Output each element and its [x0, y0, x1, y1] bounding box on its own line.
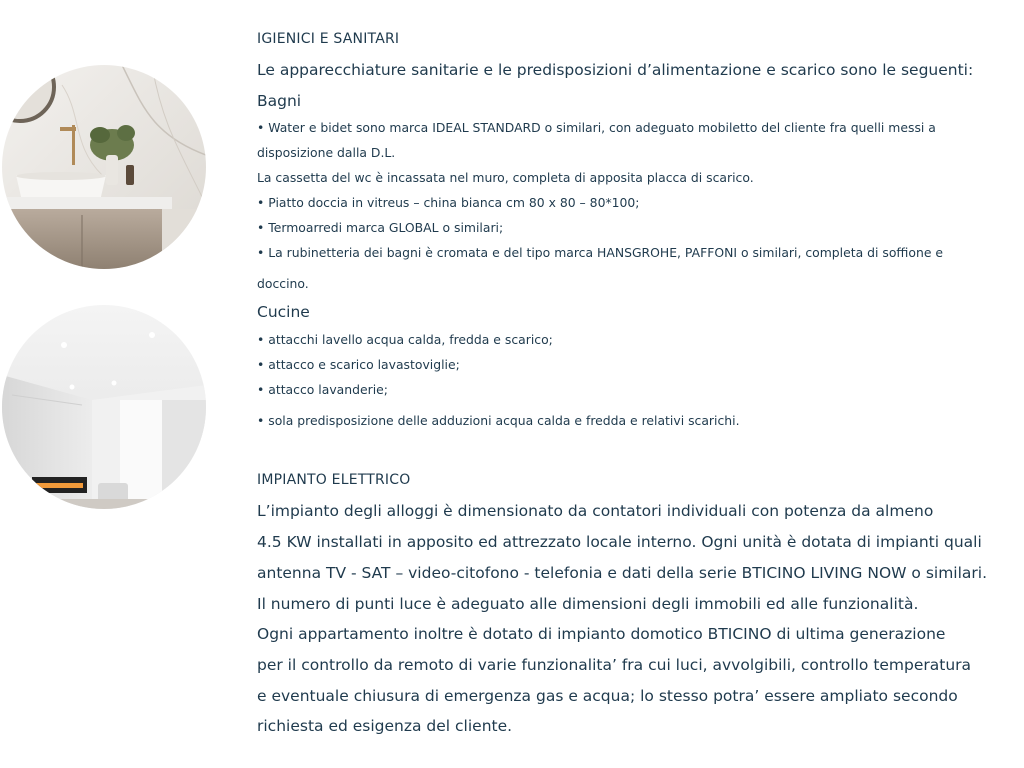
paragraph-line: 4.5 KW installati in apposito ed attrezzato locale interno. Ogni unità è dotata di impianti quali	[257, 533, 982, 551]
list-item: • La rubinetteria dei bagni è cromata e del tipo marca HANSGROHE, PAFFONI o similari, completa di soffione e	[257, 245, 944, 260]
list-item: • attacchi lavello acqua calda, fredda e scarico;	[257, 332, 553, 347]
list-item: • sola predisposizione delle adduzioni acqua calda e fredda e relativi scarichi.	[257, 413, 740, 428]
list-item: disposizione dalla D.L.	[257, 145, 396, 160]
list-item: • Piatto doccia in vitreus – china bianca cm 80 x 80 – 80*100;	[257, 195, 640, 210]
living-room-photo	[2, 305, 206, 509]
paragraph-line: per il controllo da remoto di varie funzionalita’ fra cui luci, avvolgibili, controllo temperatura	[257, 656, 972, 674]
paragraph-line: richiesta ed esigenza del cliente.	[257, 717, 513, 735]
subheading-bagni: Bagni	[257, 92, 302, 110]
bathroom-photo	[2, 65, 206, 269]
subheading-cucine: Cucine	[257, 303, 310, 321]
paragraph-line: Ogni appartamento inoltre è dotato di impianto domotico BTICINO di ultima generazione	[257, 625, 946, 643]
list-item: • attacco e scarico lavastoviglie;	[257, 357, 460, 372]
list-item: doccino.	[257, 276, 309, 291]
list-item: • Water e bidet sono marca IDEAL STANDARD o similari, con adeguato mobiletto del cliente fra quelli messi a	[257, 120, 936, 135]
paragraph-line: L’impianto degli alloggi è dimensionato da contatori individuali con potenza da almeno	[257, 502, 934, 520]
paragraph-line: antenna TV - SAT – video-citofono - telefonia e dati della serie BTICINO LIVING NOW o similari.	[257, 564, 988, 582]
paragraph-line: e eventuale chiusura di emergenza gas e acqua; lo stesso potra’ essere ampliato secondo	[257, 687, 958, 705]
section-heading-sanitari: IGIENICI E SANITARI	[257, 31, 400, 47]
section-intro: Le apparecchiature sanitarie e le predisposizioni d’alimentazione e scarico sono le seguenti:	[257, 61, 974, 79]
paragraph-line: Il numero di punti luce è adeguato alle dimensioni degli immobili ed alle funzionalità.	[257, 595, 919, 613]
section-heading-elettrico: IMPIANTO ELETTRICO	[257, 472, 411, 488]
specifications-content	[257, 0, 1024, 768]
list-item: La cassetta del wc è incassata nel muro, completa di apposita placca di scarico.	[257, 170, 754, 185]
list-item: • Termoarredi marca GLOBAL o similari;	[257, 220, 504, 235]
list-item: • attacco lavanderie;	[257, 382, 388, 397]
